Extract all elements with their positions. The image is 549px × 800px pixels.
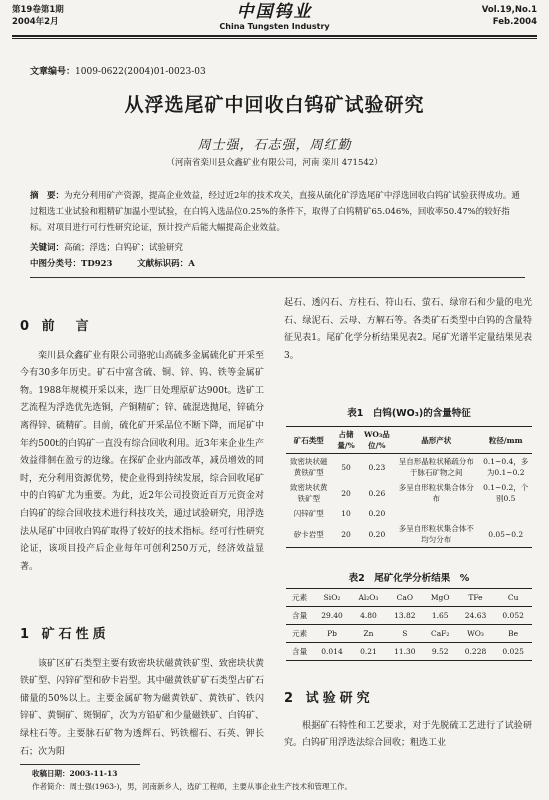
table2-cell: 0.052 xyxy=(494,607,532,625)
table1-header: WO₃品位/% xyxy=(363,430,390,450)
volume-cn: 第19卷第1期 xyxy=(12,5,64,15)
table1-header-row xyxy=(286,427,532,454)
section-2-heading: 2 试验研究 xyxy=(284,691,374,706)
table2-cell: Al₂O₃ xyxy=(351,589,386,607)
table2-cell: Zn xyxy=(351,625,386,643)
journal-name-cn: 中国钨业 xyxy=(236,2,313,22)
table1-cell: 0.20 xyxy=(368,529,386,539)
article-authors: 周士强，石志强，周红勤 xyxy=(197,138,352,153)
table2-cell: WO₃ xyxy=(457,625,495,643)
section-0-paragraph: 栾川县众鑫矿业有限公司骆驼山高硫多金属硫化矿开采至今有30多年历史。矿石中富含硫、铜、锌、钨、铁等金属矿物。1988年规模开采以来，选厂日处理原矿达900t。选矿工艺流程为浮选优先选铜，产铜精矿；锌、硫混选抛尾，锌硫分离得锌、硫精矿。目前，硫化矿开采品位不断下降，而尾矿中年约500t的白钨矿一直没有综合回收利用。近3年来企业生产效益徘徊在盈亏的边缘。在探矿企业内部改革，减员增效的同时，充分利用资源优势，使企业得到持续发展，综合回收尾矿中的白钨矿尤为重要。为此，近2年公司投资近百万元资金对白钨矿的综合回收技术进行科技攻关，通过试验研究，用浮选法从尾矿中回收白钨矿取得了较好的技术指标。经可行性研究论证，该项目投产后企业每年可创利250万元，经济效益显著。 xyxy=(20,350,264,572)
footnote-rule xyxy=(20,764,140,765)
table2-cell: 0.21 xyxy=(351,643,386,661)
table1-header: 晶形产状 xyxy=(421,435,452,445)
clc-value: TD923 xyxy=(81,259,113,269)
table2-cell: TFe xyxy=(457,589,495,607)
table1-cell: 0.05~0.2 xyxy=(488,529,524,539)
keywords-text: 高硫；浮选；白钨矿；试验研究 xyxy=(64,243,184,253)
meta-divider xyxy=(30,277,525,278)
table2-cell: 含量 xyxy=(286,607,313,625)
table1-cell: 闪锌矿型 xyxy=(293,509,324,518)
table1-cell: 0.1~0.2，个别0.5 xyxy=(483,483,529,503)
date-cn: 2004年2月 xyxy=(12,17,59,27)
article-affiliation: （河南省栾川县众鑫矿业有限公司，河南 栾川 471542） xyxy=(166,158,383,168)
table2-cell: 11.30 xyxy=(386,643,424,661)
table2-cell: 0.025 xyxy=(494,643,532,661)
table2-cell: 含量 xyxy=(286,643,313,661)
table-row xyxy=(286,454,532,481)
author-bio: 作者简介：周士强(1963-)，男，河南新乡人，选矿工程师，主要从事企业生产技术和管理工作。 xyxy=(32,782,352,791)
table1-cell: 多呈自形粒状集合体分布 xyxy=(398,483,474,503)
table1-cell: 致密块状磁黄铁矿型 xyxy=(290,457,328,477)
table2-cell: SiO₂ xyxy=(313,589,351,607)
received-date: 收稿日期：2003-11-13 xyxy=(32,769,118,778)
table1-cell: 20 xyxy=(341,488,351,498)
journal-volume-cn xyxy=(12,4,64,28)
table1-cell: 0.26 xyxy=(368,488,386,498)
table2 xyxy=(286,588,532,661)
table-row xyxy=(286,607,532,625)
table-row xyxy=(286,589,532,607)
table-row xyxy=(286,625,532,643)
table1-cell: 致密块状黄铁矿型 xyxy=(290,483,328,503)
table1-cell: 20 xyxy=(341,529,351,539)
table2-cell: 4.80 xyxy=(351,607,386,625)
table1-cell xyxy=(479,506,532,521)
section-0 xyxy=(20,318,264,576)
article-number xyxy=(30,64,206,77)
section-1 xyxy=(20,626,264,761)
header-rule-thin xyxy=(12,38,537,39)
table1-cell xyxy=(393,506,479,521)
table2-cell: Be xyxy=(494,625,532,643)
table-row xyxy=(286,480,532,506)
table1-header: 占储量/% xyxy=(337,430,355,450)
table2-cell: MgO xyxy=(424,589,457,607)
table2-cell: 0.228 xyxy=(457,643,495,661)
table2-cell: CaO xyxy=(386,589,424,607)
table2-cell: Pb xyxy=(313,625,351,643)
table-row xyxy=(286,521,532,548)
journal-volume-en xyxy=(482,4,537,28)
table1 xyxy=(286,426,532,548)
table-row xyxy=(286,643,532,661)
abstract xyxy=(30,188,525,236)
table1-cell: 50 xyxy=(341,462,351,472)
table2-cell: 29.40 xyxy=(313,607,351,625)
section-0-heading: 0 前 言 xyxy=(20,319,93,334)
table1-header: 粒径/mm xyxy=(488,435,523,445)
table2-caption: 表2 尾矿化学分析结果 % xyxy=(348,573,470,584)
table-row xyxy=(286,506,532,521)
keywords-label: 关键词： xyxy=(30,243,65,253)
table1-cell: 10 xyxy=(341,509,351,518)
abstract-text: 为充分利用矿产资源，提高企业效益，经过近2年的技术攻关，直接从硫化矿浮选尾矿中浮选回收白钨矿试验获得成功。通过粗选工业试验和粗精矿加温小型试验，在白钨入选品位0.25%的条件下，取得了白钨精矿65.046%，回收率50.47%的较好指标。对项目进行可行性研究论证，预计投产后能大幅提高企业效益。 xyxy=(30,191,520,233)
table2-cell: Cu xyxy=(494,589,532,607)
table2-cell: 1.65 xyxy=(424,607,457,625)
table2-cell: 0.014 xyxy=(313,643,351,661)
article-number-value: 1009-0622(2004)01-0023-03 xyxy=(75,67,206,77)
table1-cell: 多呈自形粒状集合体不均匀分布 xyxy=(398,524,474,544)
header-rule-thick xyxy=(12,35,537,37)
abstract-label: 摘 要： xyxy=(30,191,65,201)
table1-cell: 0.1~0.4，多为0.1~0.2 xyxy=(483,457,529,477)
date-en: Feb.2004 xyxy=(492,17,537,27)
table2-cell: 13.82 xyxy=(386,607,424,625)
section-1-paragraph: 该矿区矿石类型主要有致密块状磁黄铁矿型、致密块状黄铁矿型、闪锌矿型和矽卡岩型。其中磁黄铁矿矿石类型占矿石储量的50%以上。主要金属矿物为磁黄铁矿、黄铁矿、铁闪锌矿、黄铜矿、斑铜矿，次为方铅矿和少量磁铁矿、白钨矿、绿柱石等。主要脉石矿物为透辉石、钙铁榴石、石英、钾长石；次为阳 xyxy=(20,658,264,757)
table2-cell: 元素 xyxy=(286,625,313,643)
table1-cell: 呈自形晶粒状稀疏分布于脉石矿物之间 xyxy=(398,457,474,477)
article-number-label: 文章编号： xyxy=(30,67,76,77)
journal-masthead xyxy=(200,2,349,32)
table2-cell: 24.63 xyxy=(457,607,495,625)
table2-cell: 元素 xyxy=(286,589,313,607)
table1-caption: 表1 白钨(WO₃)的含量特征 xyxy=(347,408,471,419)
section-2-paragraph: 根据矿石特性和工艺要求，对于先脱硫工艺进行了试验研究。白钨矿用浮选法综合回收；粗选工业 xyxy=(284,720,532,749)
table2-cell: 9.52 xyxy=(424,643,457,661)
right-paragraph-1: 起石、透闪石、方柱石、符山石、萤石、绿帘石和少量的电光石、绿泥石、云母、方解石等。各类矿石类型中白钨的含量特征见表1。尾矿化学分析结果见表2。尾矿光谱半定量结果见表3。 xyxy=(284,298,532,361)
table1-cell: 矽卡岩型 xyxy=(293,529,324,539)
table1-cell: 0.23 xyxy=(368,462,386,472)
classification xyxy=(30,256,217,272)
journal-name-en: China Tungsten Industry xyxy=(219,22,330,31)
doc-code-value: A xyxy=(188,259,195,269)
table2-cell: S xyxy=(386,625,424,643)
doc-code-label: 文献标识码： xyxy=(137,259,189,269)
table2-cell: CaF₂ xyxy=(424,625,457,643)
section-1-heading: 1 矿石性质 xyxy=(20,627,110,642)
section-2 xyxy=(284,690,532,753)
keywords xyxy=(30,240,183,256)
right-column-intro xyxy=(284,295,532,365)
table1-cell: 0.20 xyxy=(368,509,386,518)
article-title: 从浮选尾矿中回收白钨矿试验研究 xyxy=(124,94,425,116)
table1-header: 矿石类型 xyxy=(293,435,324,445)
volume-en: Vol.19,No.1 xyxy=(481,5,537,15)
clc-label: 中图分类号： xyxy=(30,259,82,269)
